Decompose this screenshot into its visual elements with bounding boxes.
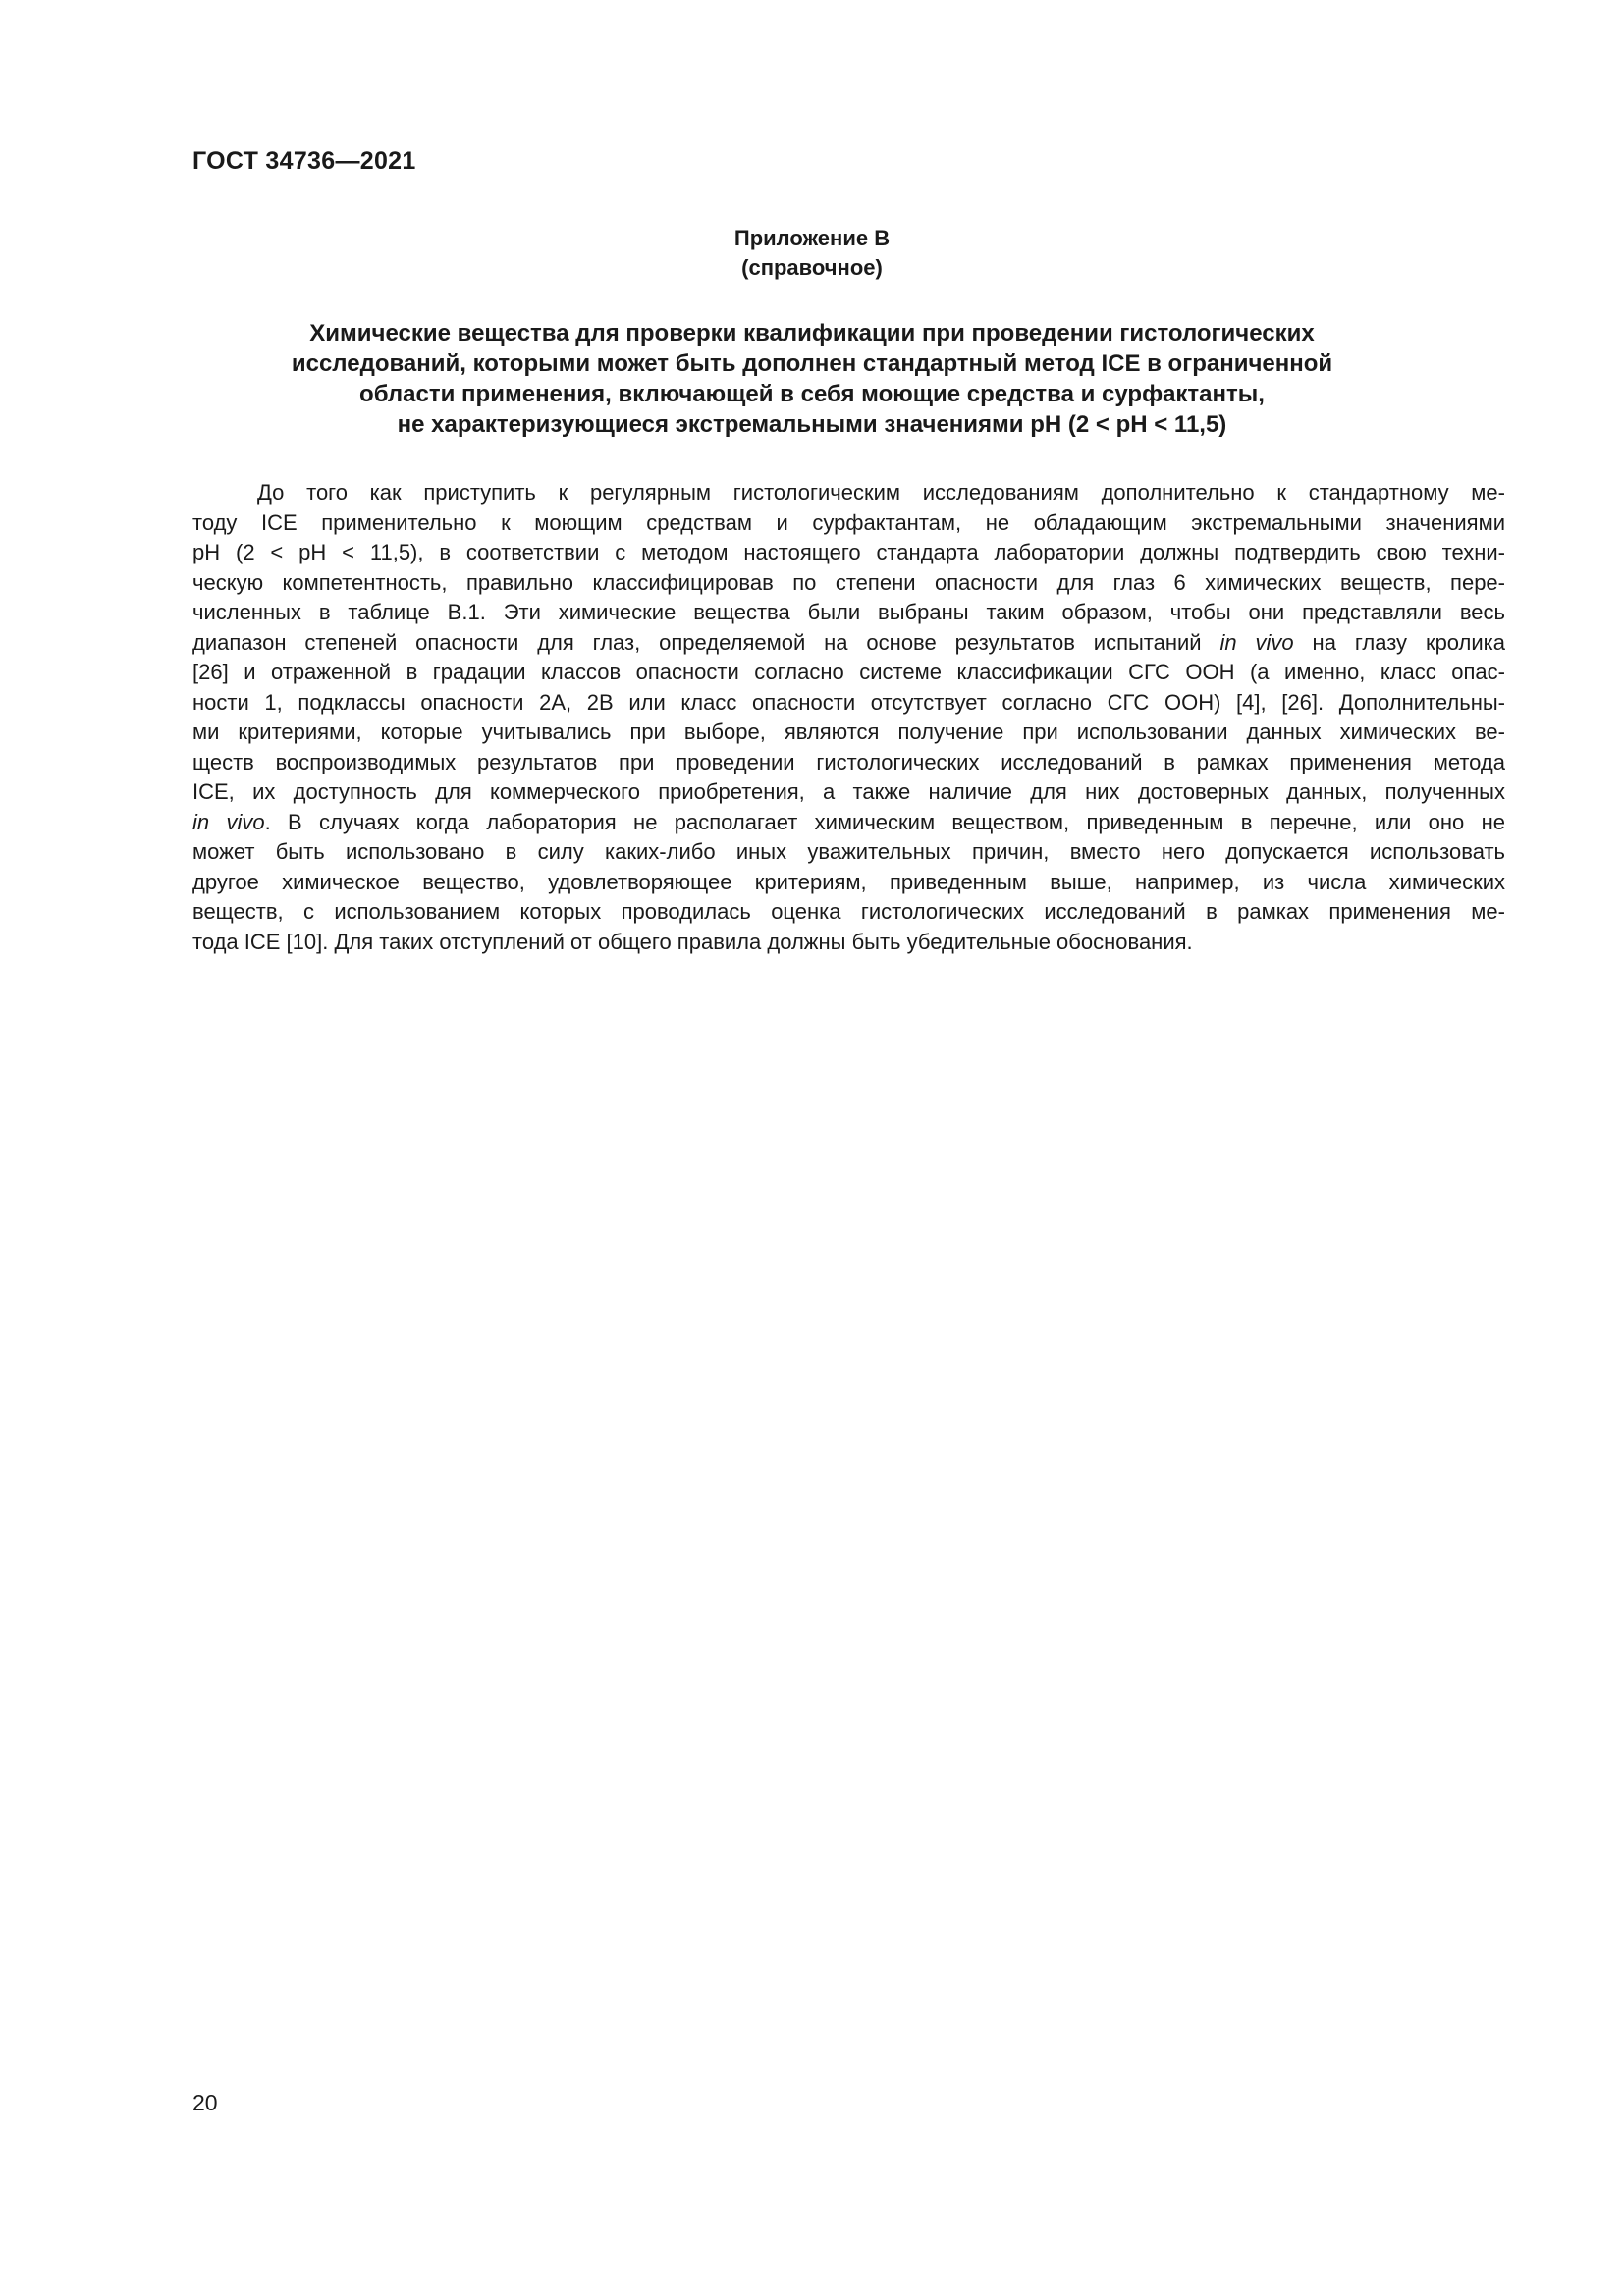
annex-title-line: исследований, которыми может быть дополнен стандартный метод ICE в ограниченной [291,350,1333,377]
paragraph-line: ности 1, подклассы опасности 2А, 2В или класс опасности отсутствует согласно СГС ООН) [4], [26]. Дополнительны- [192,689,1505,715]
annex-status: (справочное) [741,255,883,280]
annex-name: Приложение В [733,226,891,250]
paragraph-line: ществ воспроизводимых результатов при проведении гистологических исследований в рамках применения метода [192,749,1505,774]
annex-heading [0,224,1624,283]
body-paragraph [192,478,1505,957]
paragraph-line: тода ICE [10]. Для таких отступлений от общего правила должны быть убедительные обоснования. [192,929,1193,954]
paragraph-line: ческую компетентность, правильно классифицировав по степени опасности для глаз 6 химических веществ, пере- [192,569,1505,595]
page-number: 20 [192,2090,218,2115]
paragraph-line: ICE, их доступность для коммерческого приобретения, а также наличие для них достоверных данных, полученных [192,779,1505,804]
paragraph-line: численных в таблице В.1. Эти химические вещества были выбраны таким образом, чтобы они представляли весь [192,600,1505,624]
paragraph-line: тоду ICE применительно к моющим средствам и сурфактантам, не обладающим экстремальными значениями [192,509,1505,535]
annex-title-line: не характеризующиеся экстремальными значениями pH (2 < pH < 11,5) [397,411,1227,438]
paragraph-line: может быть использовано в силу каких-либо иных уважительных причин, вместо него допускается использовать [192,839,1505,864]
paragraph-line: другое химическое вещество, удовлетворяющее критериям, приведенным выше, например, из числа химических [192,869,1505,894]
paragraph-line: веществ, с использованием которых проводилась оценка гистологических исследований в рамках применения ме- [192,899,1505,924]
paragraph-line: До того как приступить к регулярным гистологическим исследованиям дополнительно к стандартному ме- [257,480,1505,505]
annex-title-line: Химические вещества для проверки квалификации при проведении гистологических [309,320,1315,347]
paragraph-line: диапазон степеней опасности для глаз, определяемой на основе результатов испытаний in vivo на глазу кролика [192,629,1506,655]
paragraph-line: ми критериями, которые учитывались при выборе, являются получение при использовании данных химических ве- [192,720,1505,744]
paragraph-line: [26] и отраженной в градации классов опасности согласно системе классификации СГС ООН (а именно, класс опас- [192,660,1505,684]
annex-title-line: области применения, включающей в себя моющие средства и сурфактанты, [359,381,1265,407]
document-code: ГОСТ 34736—2021 [192,147,416,175]
paragraph-line: in vivo. В случаях когда лаборатория не располагает химическим веществом, приведенным в перечне, или оно не [192,809,1505,834]
paragraph-line: pH (2 < pH < 11,5), в соответствии с методом настоящего стандарта лаборатории должны подтвердить свою техни- [192,540,1505,564]
annex-title [192,318,1432,440]
